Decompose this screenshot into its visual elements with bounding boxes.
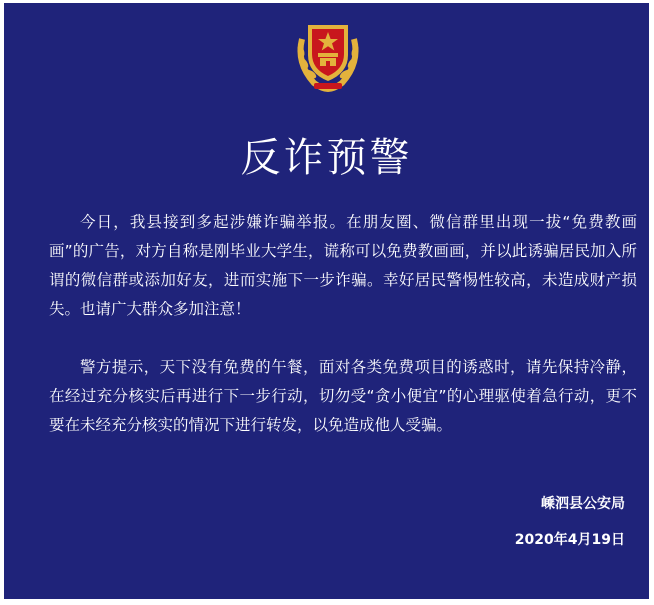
notice-paragraph-2: 警方提示，天下没有免费的午餐，面对各类免费项目的诱惑时，请先保持冷静，在经过充分核实后再进行下一步行动，切勿受“贪小便宜”的心理驱使着急行动，更不要在未经充分核实的情况下进行转发，以免造成他人受骗。	[49, 358, 637, 434]
issuer: 嵊泗县公安局	[541, 496, 625, 512]
notice-title: 反诈预警	[240, 135, 413, 181]
issue-date: 2020年4月19日	[514, 532, 625, 548]
notice-paragraph-1: 今日，我县接到多起涉嫌诈骗举报。在朋友圈、微信群里出现一拔“免费教画画”的广告，对方自称是刚毕业大学生，谎称可以免费教画画，并以此诱骗居民加入所谓的微信群或添加好友，进而实施下一步诈骗。幸好居民警惕性较高，未造成财产损失。也请广大群众多加注意！	[49, 213, 637, 318]
police-emblem-icon	[292, 17, 364, 93]
notice-poster	[4, 3, 649, 599]
